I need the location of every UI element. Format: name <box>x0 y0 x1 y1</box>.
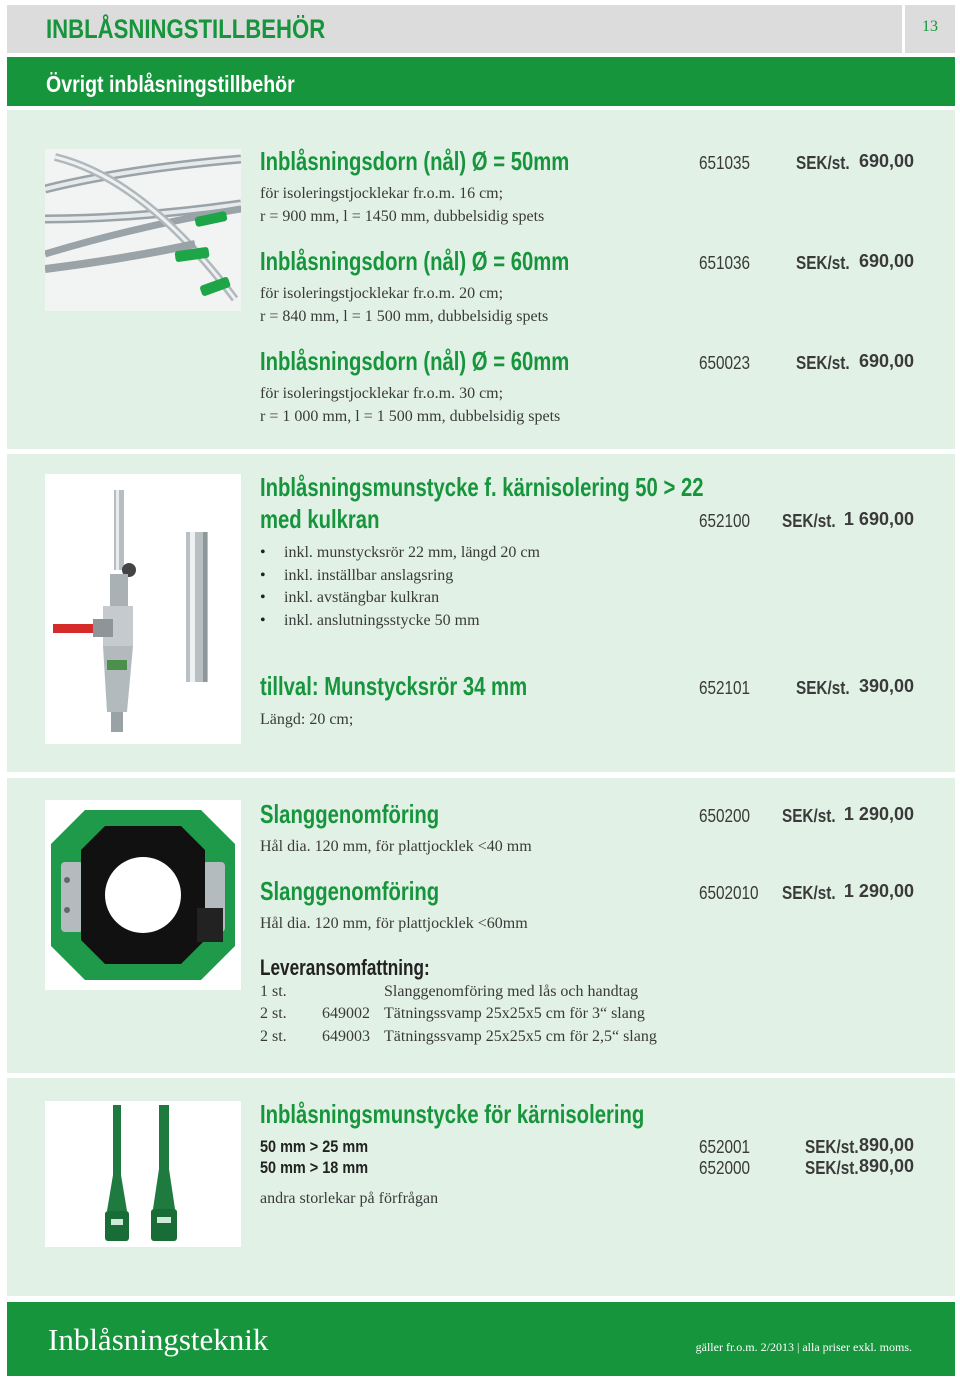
product-desc: för isoleringstjocklekar fr.o.m. 30 cm; <box>260 385 504 402</box>
footer-brand: Inblåsningsteknik <box>48 1322 269 1357</box>
scope-qty: 1 st. <box>260 983 287 1000</box>
price-unit: SEK/st. <box>796 353 850 373</box>
page-title: INBLÅSNINGSTILLBEHÖR <box>46 14 326 44</box>
scope-text: Tätningssvamp 25x25x5 cm för 3“ slang <box>384 1005 645 1022</box>
needles-illustration <box>45 149 241 311</box>
hose-illustration <box>45 800 241 990</box>
scope-title: Leveransomfattning: <box>260 955 430 980</box>
option-code: 652101 <box>699 678 751 698</box>
product-price: 690,00 <box>858 151 914 171</box>
product-price: 890,00 <box>858 1135 914 1155</box>
product-desc: Hål dia. 120 mm, för plattjocklek <60mm <box>260 915 528 932</box>
scope-text: Tätningssvamp 25x25x5 cm för 2,5“ slang <box>384 1028 657 1045</box>
core-nozzle-image <box>45 1101 241 1247</box>
scope-qty: 2 st. <box>260 1005 287 1022</box>
feature-item: • inkl. inställbar anslagsring <box>260 567 540 590</box>
product-desc: Hål dia. 120 mm, för plattjocklek <40 mm <box>260 838 532 855</box>
scope-code: 649002 <box>322 1005 370 1022</box>
price-unit: SEK/st. <box>796 253 850 273</box>
option-desc: Längd: 20 cm; <box>260 711 354 728</box>
hose-image <box>45 800 241 990</box>
product-price: 1 290,00 <box>843 881 914 901</box>
needles-image <box>45 149 241 311</box>
product-name: Inblåsningsmunstycke för kärnisolering <box>260 1099 645 1129</box>
feature-item: • inkl. anslutningsstycke 50 mm <box>260 612 540 635</box>
product-name: Inblåsningsdorn (nål) Ø = 50mm <box>260 146 570 176</box>
product-code: 6502010 <box>699 883 759 903</box>
price-unit: SEK/st. <box>805 1158 859 1178</box>
product-code: 652001 <box>699 1137 751 1157</box>
nozzle-image <box>45 474 241 744</box>
product-name: Inblåsningsdorn (nål) Ø = 60mm <box>260 246 570 276</box>
size-label: 50 mm > 25 mm <box>260 1137 369 1156</box>
core-nozzle-illustration <box>45 1101 241 1247</box>
product-code: 652100 <box>699 511 751 531</box>
feature-item: • inkl. munstycksrör 22 mm, längd 20 cm <box>260 544 540 567</box>
product-code: 651035 <box>699 153 751 173</box>
scope-qty: 2 st. <box>260 1028 287 1045</box>
product-name: Inblåsningsmunstycke f. kärnisolering 50 > 22 <box>260 472 704 502</box>
product-desc: för isoleringstjocklekar fr.o.m. 20 cm; <box>260 285 504 302</box>
availability-note: andra storlekar på förfrågan <box>260 1190 439 1207</box>
option-name: tillval: Munstycksrör 34 mm <box>260 671 528 701</box>
price-unit: SEK/st. <box>796 153 850 173</box>
price-unit: SEK/st. <box>782 806 836 826</box>
product-code: 651036 <box>699 253 751 273</box>
product-price: 1 290,00 <box>843 804 914 824</box>
price-unit: SEK/st. <box>796 678 850 698</box>
product-desc: r = 900 mm, l = 1450 mm, dubbelsidig spets <box>260 208 545 225</box>
product-price: 1 690,00 <box>843 509 914 529</box>
feature-item: • inkl. avstängbar kulkran <box>260 589 540 612</box>
product-name-cont: med kulkran <box>260 504 380 534</box>
size-label: 50 mm > 18 mm <box>260 1158 369 1177</box>
scope-text: Slanggenomföring med lås och handtag <box>384 983 639 1000</box>
product-price: 890,00 <box>858 1156 914 1176</box>
product-name: Slanggenomföring <box>260 799 440 829</box>
product-price: 690,00 <box>858 351 914 371</box>
product-price: 690,00 <box>858 251 914 271</box>
product-code: 650200 <box>699 806 751 826</box>
nozzle-illustration <box>45 474 241 744</box>
option-price: 390,00 <box>858 676 914 696</box>
price-unit: SEK/st. <box>782 511 836 531</box>
product-code: 652000 <box>699 1158 751 1178</box>
product-desc: r = 1 000 mm, l = 1 500 mm, dubbelsidig spets <box>260 408 561 425</box>
product-code: 650023 <box>699 353 751 373</box>
price-unit: SEK/st. <box>805 1137 859 1157</box>
page-number: 13 <box>922 18 938 35</box>
page-subtitle: Övrigt inblåsningstillbehör <box>46 71 295 97</box>
product-desc: för isoleringstjocklekar fr.o.m. 16 cm; <box>260 185 504 202</box>
footer-note: gäller fr.o.m. 2/2013 | alla priser exkl. moms. <box>695 1340 912 1354</box>
scope-code: 649003 <box>322 1028 370 1045</box>
product-name: Inblåsningsdorn (nål) Ø = 60mm <box>260 346 570 376</box>
price-unit: SEK/st. <box>782 883 836 903</box>
feature-list <box>260 544 540 634</box>
product-desc: r = 840 mm, l = 1 500 mm, dubbelsidig spets <box>260 308 549 325</box>
product-name: Slanggenomföring <box>260 876 440 906</box>
